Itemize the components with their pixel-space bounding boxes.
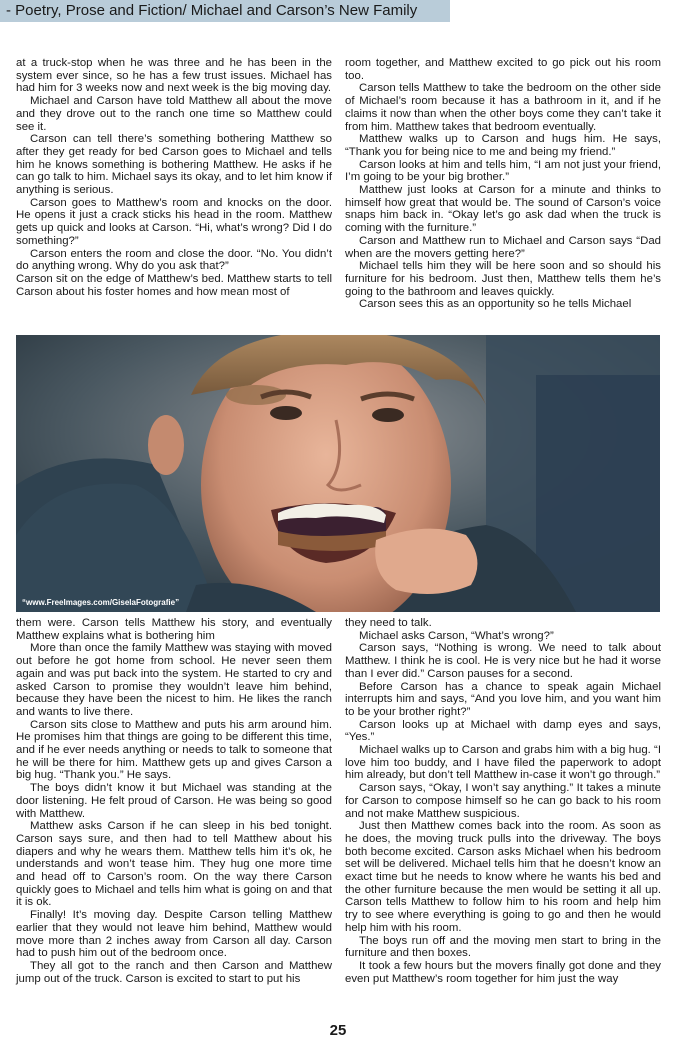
text-column-top-left: [16, 57, 332, 298]
paragraph: More than once the family Matthew was staying with moved out before he got home from school. He never seen them again and was put back into the system. He started to cry and asked Carson to promise they wouldn’t leave him behind, because they have been the nicest to him. He likes the ranch and wants to live there.: [16, 642, 332, 718]
paragraph: Carson says, “Nothing is wrong. We need to talk about Matthew. I think he is cool. He is very nice but he had it worse than I ever did.” Carson pauses for a second.: [345, 642, 661, 680]
paragraph: them were. Carson tells Matthew his story, and eventually Matthew explains what is bothering him: [16, 617, 332, 642]
paragraph: at a truck-stop when he was three and he has been in the system ever since, so he has a few trust issues. Michael has had him for 3 weeks now and next week is the big moving day.: [16, 57, 332, 95]
paragraph: Carson goes to Matthew’s room and knocks on the door. He opens it just a crack sticks his head in the room. Matthew gets up quick and looks at Carson. “Hi, what’s wrong? Did I do something?”: [16, 196, 332, 247]
text-column-bottom-left: [16, 617, 332, 985]
paragraph: Carson says, “Okay, I won’t say anything.” It takes a minute for Carson to compose himself so he can go back to his room and not make Matthew suspicious.: [345, 782, 661, 820]
photo-illustration: [16, 335, 660, 612]
paragraph: room together, and Matthew excited to go pick out his room too.: [345, 57, 661, 82]
paragraph: Michael asks Carson, “What’s wrong?”: [359, 629, 554, 642]
paragraph: Carson sees this as an opportunity so he tells Michael: [359, 298, 632, 311]
photo-credit: “www.FreeImages.com/GiselaFotografie”: [22, 598, 180, 607]
paragraph: Before Carson has a chance to speak again Michael interrupts him and says, “And you love him, and you want him to be your brother right?”: [345, 680, 661, 718]
paragraph: Finally! It’s moving day. Despite Carson telling Matthew earlier that they would not leave him behind, Matthew would move more than 2 inches away from Carson all day. Carson had to push him out of the bedroom once.: [16, 909, 332, 960]
paragraph: They all got to the ranch and then Carson and Matthew jump out of the truck. Carson is excited to start to put his: [16, 959, 332, 985]
paragraph: Carson sit on the edge of Matthew’s bed. Matthew starts to tell Carson about his foster homes and how mean most of: [16, 272, 332, 298]
paragraph: Carson looks at him and tells him, “I am not just your friend, I’m going to be your big brother.”: [345, 158, 661, 184]
section-header-band: [0, 0, 450, 22]
paragraph: Carson can tell there’s something bothering Matthew so after they get ready for bed Carson goes to Michael and tells him he knows something is bothering Matthew. He asks if he can go talk to him. Michael says its okay, and to let him know if anything is serious.: [16, 133, 332, 197]
text-column-bottom-right: [345, 617, 661, 985]
boy-eating-photo: [16, 335, 660, 612]
paragraph: Carson and Matthew run to Michael and Carson says “Dad when are the movers getting here?”: [345, 234, 661, 260]
paragraph: Matthew just looks at Carson for a minute and thinks to himself how great that would be. The sound of Carson’s voice snaps him back in. “Okay let’s go ask dad when the truck is coming with the furniture.”: [345, 184, 661, 235]
paragraph: The boys run off and the moving men start to bring in the furniture and then boxes.: [345, 934, 661, 960]
paragraph: Carson sits close to Matthew and puts his arm around him. He promises him that things are going to be different this time, and if he ever needs anything or needs to talk to someone that he will be there for him. Matthew gets up and gives Carson a big hug. “Thank you.” He says.: [16, 718, 332, 782]
paragraph: they need to talk.: [345, 617, 432, 629]
paragraph: Just then Matthew comes back into the room. As soon as he does, the moving truck pulls into the driveway. The boys both become excited. Carson asks Michael when his bedroom set will be delivered. Michael tells him that he doesn’t know an exact time but he needs to know where he wants his bed and the other furniture because the men would be setting it all up. Carson tells Matthew to follow him to his room and help him try to see where everything is going to go and then he would help him with his room.: [345, 820, 661, 934]
paragraph: It took a few hours but the movers finally got done and they even put Matthew’s room together for him just the way: [345, 959, 661, 985]
paragraph: Carson tells Matthew to take the bedroom on the other side of Michael’s room because it has a bathroom in it, and if he claims it now than when the other boys come they can’t take it from him. Matthew takes that bedroom eventually.: [345, 82, 661, 133]
paragraph: Matthew walks up to Carson and hugs him. He says, “Thank you for being nice to me and being my friend.”: [345, 133, 661, 158]
paragraph: Michael tells him they will be here soon and so should his furniture for his bedroom. Just then, Matthew tells them he’s going to the bathroom and leaves quickly.: [345, 260, 661, 298]
paragraph: Carson looks up at Michael with damp eyes and says, “Yes.”: [345, 718, 661, 744]
paragraph: Matthew asks Carson if he can sleep in his bed tonight. Carson says sure, and then had to tell Matthew about his diapers and why he wears them. Matthew tells him it’s ok, he understands and won’t tease him. They hug one more time and head off to Carson’s room. On the way there Carson quickly goes to Michael and tells him what is going on and that it is ok.: [16, 820, 332, 909]
page-number: 25: [329, 1022, 347, 1039]
section-title: - Poetry, Prose and Fiction/ Michael and Carson’s New Family: [6, 2, 418, 19]
paragraph: Michael walks up to Carson and grabs him with a big hug. “I love him too buddy, and I have filed the paperwork to adopt him already, but don’t tell Matthew in-case it won’t go through.”: [345, 744, 661, 782]
paragraph: The boys didn’t know it but Michael was standing at the door listening. He felt proud of Carson. He was being so good with Matthew.: [16, 782, 332, 820]
paragraph: Carson enters the room and close the door. “No. You didn’t do anything wrong. Why do you ask that?”: [16, 247, 332, 273]
text-column-top-right: [345, 57, 661, 311]
paragraph: Michael and Carson have told Matthew all about the move and they drove out to the ranch one time so Matthew could see it.: [16, 95, 332, 133]
